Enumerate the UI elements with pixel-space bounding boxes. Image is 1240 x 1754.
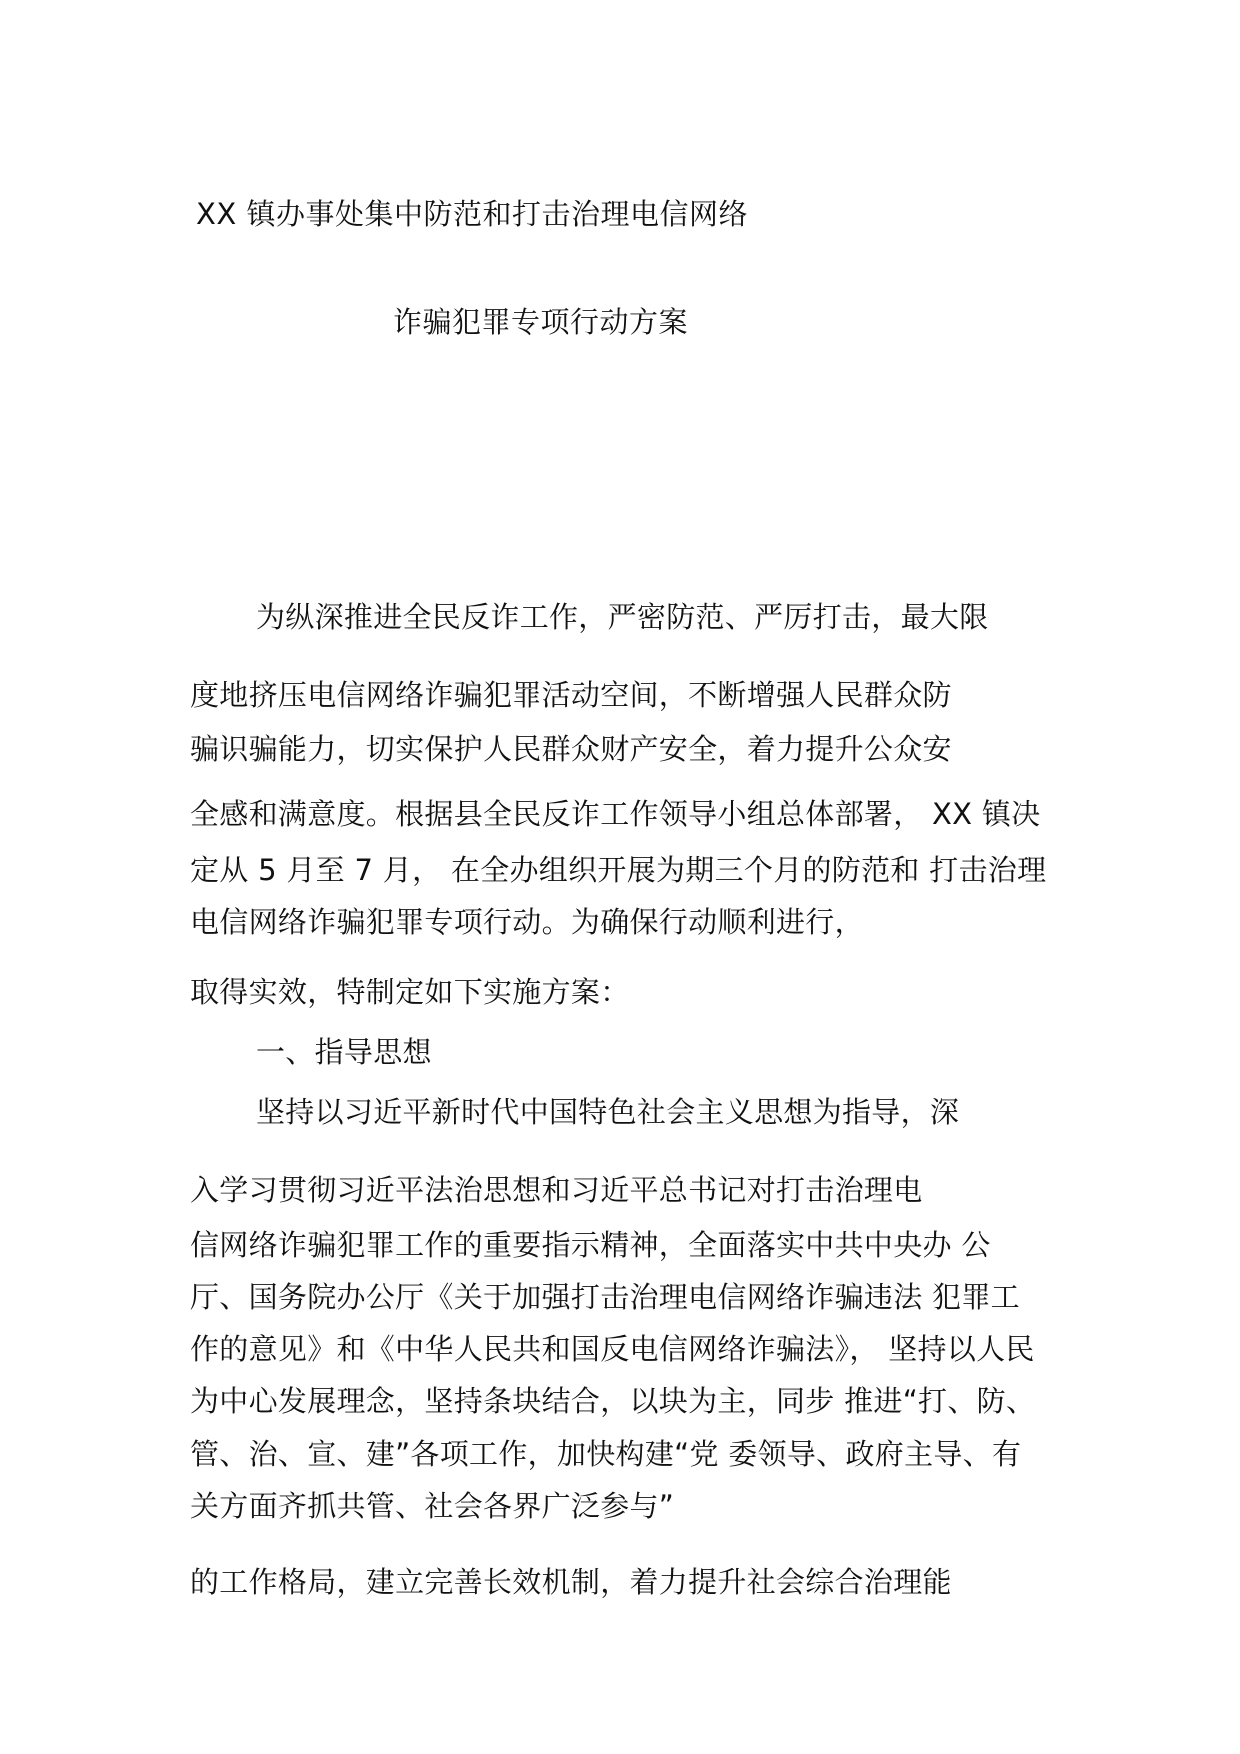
paragraph-line: 为纵深推进全民反诈工作，严密防范、严厉打击，最大限 bbox=[256, 600, 989, 634]
paragraph-line: 全感和满意度。根据县全民反诈工作领导小组总体部署， XX 镇决 bbox=[190, 797, 1041, 831]
paragraph-line: 坚持以习近平新时代中国特色社会主义思想为指导，深 bbox=[256, 1095, 960, 1129]
paragraph-line: 骗识骗能力，切实保护人民群众财产安全，着力提升公众安 bbox=[190, 732, 952, 766]
paragraph-line: 关方面齐抓共管、社会各界广泛参与” bbox=[190, 1489, 675, 1523]
paragraph-line: 信网络诈骗犯罪工作的重要指示精神，全面落实中共中央办 公 bbox=[190, 1228, 991, 1262]
paragraph-line: 作的意见》和《中华人民共和国反电信网络诈骗法》， 坚持以人民 bbox=[190, 1332, 1035, 1366]
document-title-line-1: XX 镇办事处集中防范和打击治理电信网络 bbox=[196, 197, 748, 231]
paragraph-line: 管、治、宣、建”各项工作，加快构建“党 委领导、政府主导、有 bbox=[190, 1437, 1022, 1471]
paragraph-line: 取得实效，特制定如下实施方案： bbox=[190, 975, 630, 1009]
section-heading: 一、指导思想 bbox=[256, 1035, 432, 1069]
paragraph-line: 厅、国务院办公厅《关于加强打击治理电信网络诈骗违法 犯罪工 bbox=[190, 1280, 1020, 1314]
paragraph-line: 入学习贯彻习近平法治思想和习近平总书记对打击治理电 bbox=[190, 1173, 923, 1207]
paragraph-line: 电信网络诈骗犯罪专项行动。为确保行动顺利进行， bbox=[190, 905, 864, 939]
paragraph-line: 的工作格局，建立完善长效机制，着力提升社会综合治理能 bbox=[190, 1565, 952, 1599]
paragraph-line: 定从 5 月至 7 月， 在全办组织开展为期三个月的防范和 打击治理 bbox=[190, 853, 1047, 887]
paragraph-line: 为中心发展理念，坚持条块结合，以块为主，同步 推进“打、防、 bbox=[190, 1384, 1036, 1418]
document-title-line-2: 诈骗犯罪专项行动方案 bbox=[393, 305, 689, 339]
paragraph-line: 度地挤压电信网络诈骗犯罪活动空间，不断增强人民群众防 bbox=[190, 678, 952, 712]
